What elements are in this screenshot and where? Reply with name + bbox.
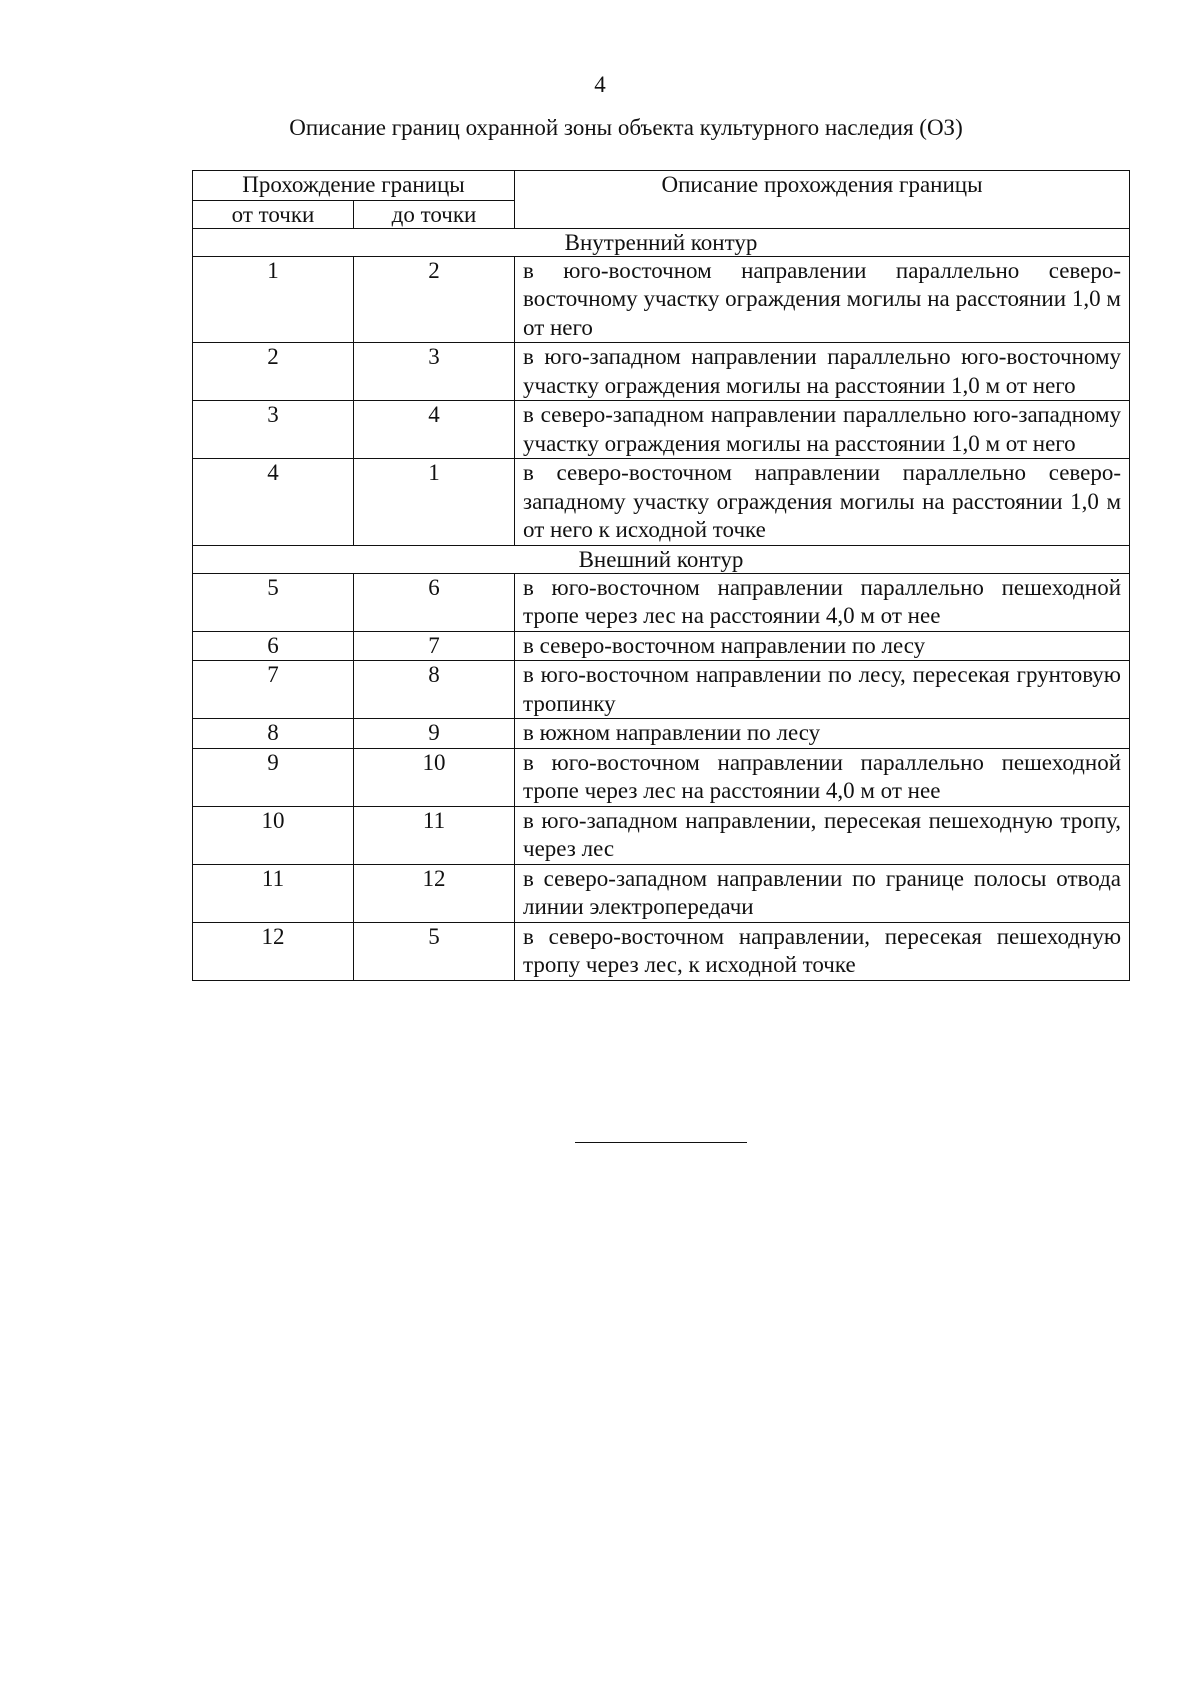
description-cell: в юго-западном направлении, пересекая пешеходную тропу, через лес — [515, 806, 1130, 864]
table-body — [193, 228, 1130, 980]
description-cell: в северо-восточном направлении параллельно северо-западному участку ограждения могилы на расстоянии 1,0 м от него к исходной точке — [515, 459, 1130, 546]
description-cell: в северо-восточном направлении, пересекая пешеходную тропу через лес, к исходной точке — [515, 922, 1130, 980]
to-point-cell: 5 — [354, 922, 515, 980]
table-row — [193, 459, 1130, 546]
header-from-point: от точки — [193, 200, 354, 228]
table-header-row — [193, 171, 1130, 201]
to-point-cell: 8 — [354, 661, 515, 719]
header-to-point: до точки — [354, 200, 515, 228]
to-point-cell: 12 — [354, 864, 515, 922]
from-point-cell: 7 — [193, 661, 354, 719]
description-cell: в северо-западном направлении по границе полосы отвода линии электропередачи — [515, 864, 1130, 922]
from-point-cell: 8 — [193, 719, 354, 749]
to-point-cell: 11 — [354, 806, 515, 864]
description-cell: в южном направлении по лесу — [515, 719, 1130, 749]
table-row — [193, 806, 1130, 864]
description-cell: в северо-восточном направлении по лесу — [515, 631, 1130, 661]
from-point-cell: 2 — [193, 343, 354, 401]
footer-separator-line — [575, 1142, 747, 1143]
from-point-cell: 3 — [193, 401, 354, 459]
section-title: Внутренний контур — [193, 228, 1130, 256]
header-passage: Прохождение границы — [193, 171, 515, 201]
to-point-cell: 10 — [354, 748, 515, 806]
to-point-cell: 3 — [354, 343, 515, 401]
description-cell: в юго-восточном направлении параллельно северо-восточному участку ограждения могилы на расстоянии 1,0 м от него — [515, 256, 1130, 343]
document-title: Описание границ охранной зоны объекта культурного наследия (ОЗ) — [289, 115, 963, 140]
table-row — [193, 573, 1130, 631]
description-cell: в юго-восточном направлении по лесу, пересекая грунтовую тропинку — [515, 661, 1130, 719]
to-point-cell: 2 — [354, 256, 515, 343]
table-row — [193, 256, 1130, 343]
table-row — [193, 719, 1130, 749]
from-point-cell: 4 — [193, 459, 354, 546]
to-point-cell: 4 — [354, 401, 515, 459]
table-row — [193, 401, 1130, 459]
boundary-table — [192, 170, 1130, 981]
from-point-cell: 5 — [193, 573, 354, 631]
from-point-cell: 10 — [193, 806, 354, 864]
from-point-cell: 1 — [193, 256, 354, 343]
from-point-cell: 9 — [193, 748, 354, 806]
table-row — [193, 631, 1130, 661]
from-point-cell: 11 — [193, 864, 354, 922]
table-row — [193, 864, 1130, 922]
description-cell: в юго-восточном направлении параллельно пешеходной тропе через лес на расстоянии 4,0 м от нее — [515, 748, 1130, 806]
table-row — [193, 922, 1130, 980]
section-row — [193, 228, 1130, 256]
table-row — [193, 661, 1130, 719]
to-point-cell: 7 — [354, 631, 515, 661]
table-row — [193, 748, 1130, 806]
from-point-cell: 6 — [193, 631, 354, 661]
section-row — [193, 545, 1130, 573]
to-point-cell: 9 — [354, 719, 515, 749]
description-cell: в юго-западном направлении параллельно юго-восточному участку ограждения могилы на расстоянии 1,0 м от него — [515, 343, 1130, 401]
header-description: Описание прохождения границы — [515, 171, 1130, 229]
description-cell: в юго-восточном направлении параллельно пешеходной тропе через лес на расстоянии 4,0 м от нее — [515, 573, 1130, 631]
from-point-cell: 12 — [193, 922, 354, 980]
to-point-cell: 6 — [354, 573, 515, 631]
table-row — [193, 343, 1130, 401]
page-number: 4 — [594, 72, 606, 97]
to-point-cell: 1 — [354, 459, 515, 546]
section-title: Внешний контур — [193, 545, 1130, 573]
description-cell: в северо-западном направлении параллельно юго-западному участку ограждения могилы на расстоянии 1,0 м от него — [515, 401, 1130, 459]
